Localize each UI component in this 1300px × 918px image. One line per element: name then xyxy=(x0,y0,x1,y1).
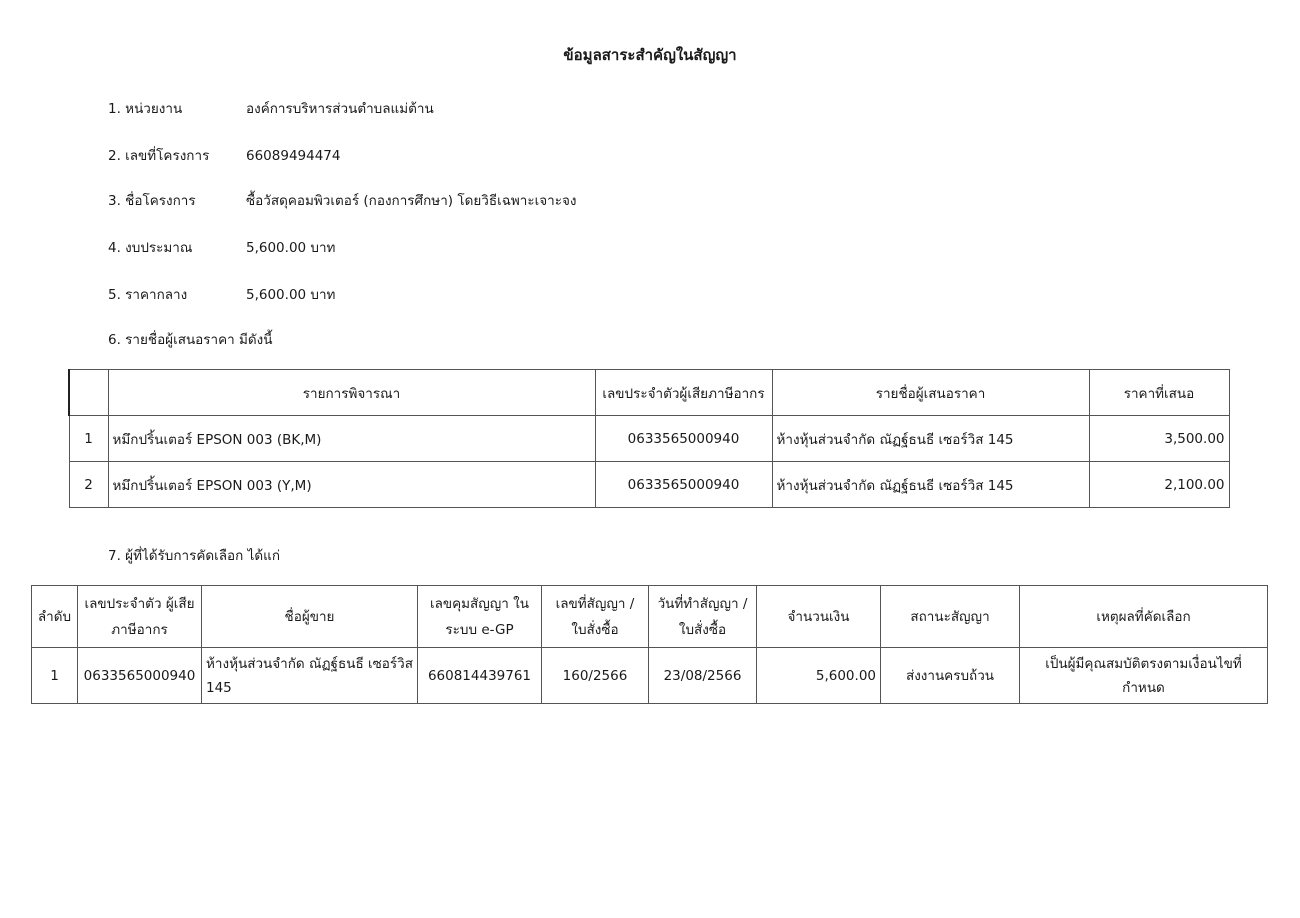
cell-contract-number: 160/2566 xyxy=(542,648,649,704)
cell-price: 2,100.00 xyxy=(1089,462,1229,508)
field-budget xyxy=(108,236,335,258)
table-row xyxy=(69,416,1229,462)
column-header: เลขประจำตัว ผู้เสียภาษีอากร xyxy=(78,586,202,648)
field-label: 4. งบประมาณ xyxy=(108,240,193,256)
column-header: เลขที่สัญญา / ใบสั่งซื้อ xyxy=(542,586,649,648)
section-bidders-heading: 6. รายชื่อผู้เสนอราคา มีดังนี้ xyxy=(108,332,273,348)
column-header xyxy=(69,370,108,416)
cell-price: 3,500.00 xyxy=(1089,416,1229,462)
column-header: เลขคุมสัญญา ในระบบ e-GP xyxy=(418,586,542,648)
cell-amount: 5,600.00 xyxy=(757,648,881,704)
cell-tax-id: 0633565000940 xyxy=(595,416,772,462)
field-project-number xyxy=(108,144,340,166)
cell-tax-id: 0633565000940 xyxy=(595,462,772,508)
cell-reason: เป็นผู้มีคุณสมบัติตรงตามเงื่อนไขที่กำหนด xyxy=(1020,648,1268,704)
table-row xyxy=(69,462,1229,508)
cell-index: 1 xyxy=(69,416,108,462)
cell-vendor: ห้างหุ้นส่วนจำกัด ณัฏฐ์ธนธี เซอร์วิส 145 xyxy=(202,648,418,704)
column-header: ราคาที่เสนอ xyxy=(1089,370,1229,416)
table-row xyxy=(32,648,1268,704)
field-value: 5,600.00 บาท xyxy=(246,240,336,256)
column-header: เลขประจำตัวผู้เสียภาษีอากร xyxy=(595,370,772,416)
field-value: องค์การบริหารส่วนตำบลแม่ต้าน xyxy=(246,101,434,117)
field-value: 66089494474 xyxy=(246,148,341,164)
field-label: 1. หน่วยงาน xyxy=(108,101,183,117)
cell-egp-number: 660814439761 xyxy=(418,648,542,704)
column-header: รายชื่อผู้เสนอราคา xyxy=(772,370,1089,416)
cell-item: หมึกปริ้นเตอร์ EPSON 003 (BK,M) xyxy=(108,416,595,462)
section-selected-heading: 7. ผู้ที่ได้รับการคัดเลือก ได้แก่ xyxy=(108,548,281,564)
cell-bidder: ห้างหุ้นส่วนจำกัด ณัฏฐ์ธนธี เซอร์วิส 145 xyxy=(772,416,1089,462)
column-header: สถานะสัญญา xyxy=(881,586,1020,648)
bids-table xyxy=(68,369,1230,508)
page-title: ข้อมูลสาระสำคัญในสัญญา xyxy=(563,46,737,64)
cell-status: ส่งงานครบถ้วน xyxy=(881,648,1020,704)
column-header: รายการพิจารณา xyxy=(108,370,595,416)
column-header: จำนวนเงิน xyxy=(757,586,881,648)
field-agency xyxy=(108,97,434,119)
field-value: ซื้อวัสดุคอมพิวเตอร์ (กองการศึกษา) โดยวิธีเฉพาะเจาะจง xyxy=(246,193,577,209)
field-label: 5. ราคากลาง xyxy=(108,287,188,303)
winners-table xyxy=(31,585,1268,704)
cell-index: 1 xyxy=(32,648,78,704)
cell-contract-date: 23/08/2566 xyxy=(649,648,757,704)
table-header-row xyxy=(69,370,1229,416)
column-header: เหตุผลที่คัดเลือก xyxy=(1020,586,1268,648)
cell-tax-id: 0633565000940 xyxy=(78,648,202,704)
column-header: วันที่ทำสัญญา / ใบสั่งซื้อ xyxy=(649,586,757,648)
field-label: 3. ชื่อโครงการ xyxy=(108,193,196,209)
field-project-name xyxy=(108,189,576,211)
field-median-price xyxy=(108,283,335,305)
column-header: ชื่อผู้ขาย xyxy=(202,586,418,648)
field-value: 5,600.00 บาท xyxy=(246,287,336,303)
cell-item: หมึกปริ้นเตอร์ EPSON 003 (Y,M) xyxy=(108,462,595,508)
cell-index: 2 xyxy=(69,462,108,508)
table-header-row xyxy=(32,586,1268,648)
cell-bidder: ห้างหุ้นส่วนจำกัด ณัฏฐ์ธนธี เซอร์วิส 145 xyxy=(772,462,1089,508)
field-label: 2. เลขที่โครงการ xyxy=(108,148,210,164)
column-header: ลำดับ xyxy=(32,586,78,648)
